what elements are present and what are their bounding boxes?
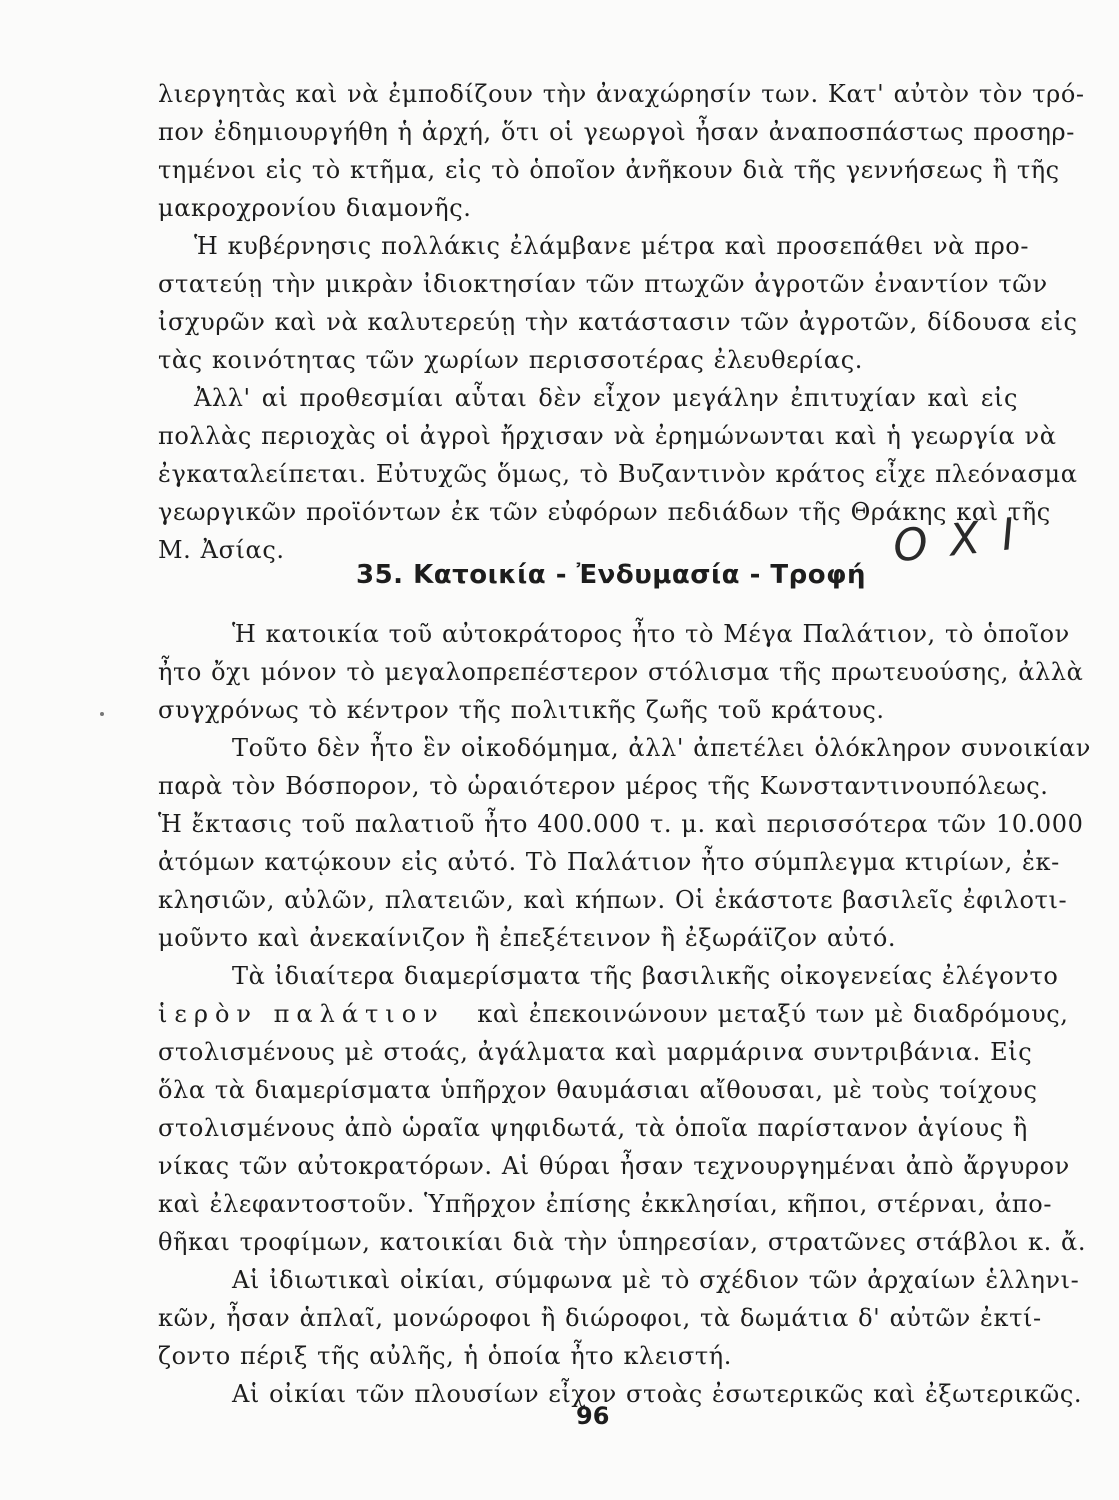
text-line: Αἱ οἰκίαι τῶν πλουσίων εἶχον στοὰς ἐσωτερικῶς καὶ ἐξωτερικῶς. — [232, 1380, 1083, 1408]
text-line: Ἡ κατοικία τοῦ αὐτοκράτορος ἦτο τὸ Μέγα Παλάτιον, τὸ ὁποῖον — [232, 620, 1070, 648]
text-line: τημένοι εἰς τὸ κτῆμα, εἰς τὸ ὁποῖον ἀνῆκουν διὰ τῆς γεννήσεως ἢ τῆς — [158, 156, 1060, 184]
text-line: ἐγκαταλείπεται. Εὐτυχῶς ὅμως, τὸ Βυζαντινὸν κράτος εἶχε πλεόνασμα — [158, 460, 1078, 488]
text-line: πολλὰς περιοχὰς οἱ ἀγροὶ ἤρχισαν νὰ ἐρημώνωνται καὶ ἡ γεωργία νὰ — [158, 422, 1057, 450]
text-line: ἀτόμων κατῴκουν εἰς αὐτό. Τὸ Παλάτιον ἦτο σύμπλεγμα κτιρίων, ἐκ- — [158, 848, 1060, 876]
text-line: μακροχρονίου διαμονῆς. — [158, 194, 472, 222]
text-line: ἦτο ὄχι μόνον τὸ μεγαλοπρεπέστερον στόλισμα τῆς πρωτευούσης, ἀλλὰ — [158, 658, 1084, 686]
text-line: στατεύῃ τὴν μικρὰν ἰδιοκτησίαν τῶν πτωχῶν ἀγροτῶν ἐναντίον τῶν — [158, 270, 1048, 298]
text-line: ζοντο πέριξ τῆς αὐλῆς, ἡ ὁποία ἦτο κλειστή. — [158, 1342, 732, 1370]
spaced-term: ἱερὸν παλάτιον — [158, 1000, 445, 1028]
text-line: γεωργικῶν προϊόντων ἐκ τῶν εὐφόρων πεδιάδων τῆς Θράκης καὶ τῆς — [158, 498, 1051, 526]
text-line: νίκας τῶν αὐτοκρατόρων. Αἱ θύραι ἦσαν τεχνουργημέναι ἀπὸ ἄργυρον — [158, 1152, 1070, 1180]
text-line: ἰσχυρῶν καὶ νὰ καλυτερεύῃ τὴν κατάστασιν τῶν ἀγροτῶν, δίδουσα εἰς — [158, 308, 1078, 336]
text-line: κῶν, ἦσαν ἁπλαῖ, μονώροφοι ἢ διώροφοι, τὰ δωμάτια δ' αὐτῶν ἐκτί- — [158, 1304, 1042, 1332]
text-line: λιεργητὰς καὶ νὰ ἐμποδίζουν τὴν ἀναχώρησίν των. Κατ' αὐτὸν τὸν τρό- — [158, 80, 1085, 108]
text-line: στολισμένους μὲ στοάς, ἀγάλματα καὶ μαρμάρινα συντριβάνια. Εἰς — [158, 1038, 1033, 1066]
text-line — [158, 996, 1069, 1032]
page-number: 96 — [576, 1402, 610, 1430]
text-line: παρὰ τὸν Βόσπορον, τὸ ὡραιότερον μέρος τῆς Κωνσταντινουπόλεως. — [158, 772, 1049, 800]
text-line: τὰς κοινότητας τῶν χωρίων περισσοτέρας ἐλευθερίας. — [158, 346, 863, 374]
text-line: Τὰ ἰδιαίτερα διαμερίσματα τῆς βασιλικῆς οἰκογενείας ἐλέγοντο — [232, 962, 1059, 990]
handwritten-margin-note: O X I — [890, 508, 1022, 573]
text-line: πον ἐδημιουργήθη ἡ ἀρχή, ὅτι οἱ γεωργοὶ ἦσαν ἀναποσπάστως προσηρ- — [158, 118, 1075, 146]
text-line: στολισμένους ἀπὸ ὡραῖα ψηφιδωτά, τὰ ὁποῖα παρίστανον ἁγίους ἢ — [158, 1114, 1028, 1142]
text-line: μοῦντο καὶ ἀνεκαίνιζον ἢ ἐπεξέτεινον ἢ ἐξωράϊζον αὐτό. — [158, 924, 897, 952]
text-line: Μ. Ἀσίας. — [158, 536, 285, 564]
text-line: καὶ ἐλεφαντοστοῦν. Ὑπῆρχον ἐπίσης ἐκκλησίαι, κῆποι, στέρναι, ἀπο- — [158, 1190, 1053, 1218]
text-line: Ἡ ἔκτασις τοῦ παλατιοῦ ἦτο 400.000 τ. μ. καὶ περισσότερα τῶν 10.000 — [158, 810, 1084, 838]
text-span: καὶ ἐπεκοινώνουν μεταξύ των μὲ διαδρόμους, — [477, 1000, 1069, 1028]
text-line: Ἡ κυβέρνησις πολλάκις ἐλάμβανε μέτρα καὶ προσεπάθει νὰ προ- — [194, 232, 1030, 260]
text-line: Αἱ ἰδιωτικαὶ οἰκίαι, σύμφωνα μὲ τὸ σχέδιον τῶν ἀρχαίων ἑλληνι- — [232, 1266, 1080, 1294]
section-heading: 35. Κατοικία - Ἐνδυμασία - Τροφή — [356, 560, 866, 590]
text-line: συγχρόνως τὸ κέντρον τῆς πολιτικῆς ζωῆς τοῦ κράτους. — [158, 696, 885, 724]
text-line: Ἀλλ' αἱ προθεσμίαι αὗται δὲν εἶχον μεγάλην ἐπιτυχίαν καὶ εἰς — [194, 384, 1018, 412]
text-line: ὅλα τὰ διαμερίσματα ὑπῆρχον θαυμάσιαι αἴθουσαι, μὲ τοὺς τοίχους — [158, 1076, 1038, 1104]
text-line: Τοῦτο δὲν ἦτο ἓν οἰκοδόμημα, ἀλλ' ἀπετέλει ὁλόκληρον συνοικίαν — [232, 734, 1091, 762]
text-line: θῆκαι τροφίμων, κατοικίαι διὰ τὴν ὑπηρεσίαν, στρατῶνες στάβλοι κ. ἄ. — [158, 1228, 1087, 1256]
text-line: κλησιῶν, αὐλῶν, πλατειῶν, καὶ κήπων. Οἱ ἑκάστοτε βασιλεῖς ἐφιλοτι- — [158, 886, 1068, 914]
scan-speck — [100, 712, 104, 716]
